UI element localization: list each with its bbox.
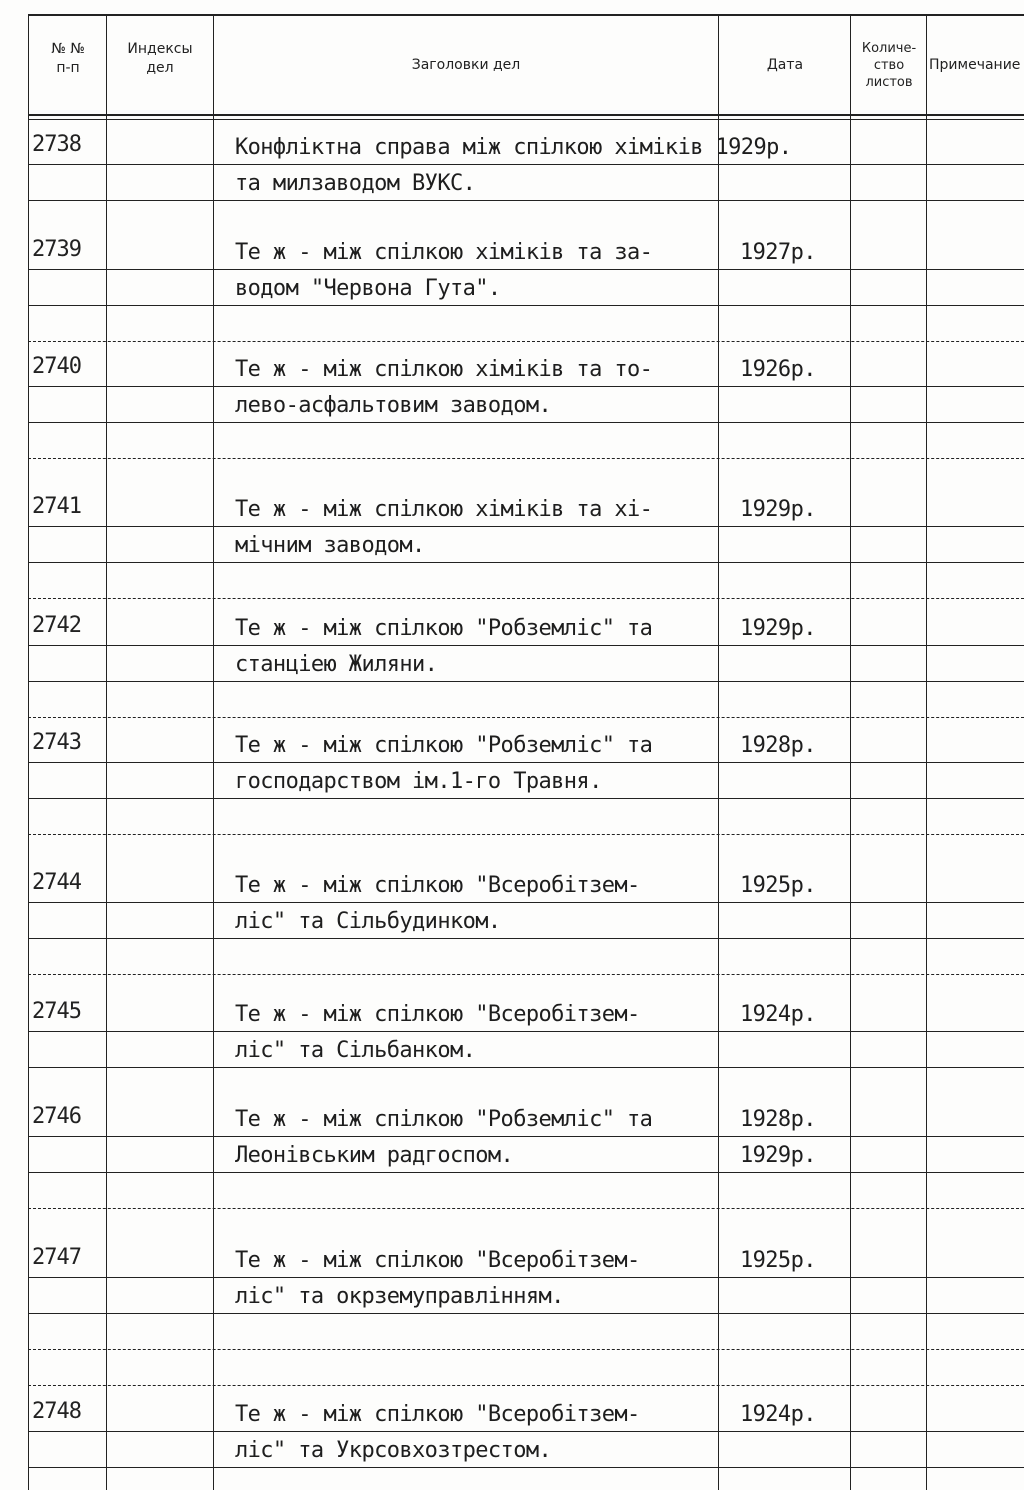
row-number: 2740 [32, 354, 81, 379]
ruled-line [28, 164, 1024, 165]
ruled-line [28, 717, 1024, 718]
ruled-line [28, 1031, 1024, 1032]
ruled-line [28, 305, 1024, 306]
ruled-line [28, 598, 1024, 599]
column-divider [850, 14, 851, 1490]
row-title [235, 1102, 735, 1174]
row-title [235, 1397, 735, 1469]
row-number: 2744 [32, 870, 81, 895]
ruled-line [28, 974, 1024, 975]
column-divider [926, 14, 927, 1490]
row-number: 2739 [32, 237, 81, 262]
row-title-line: Те ж - мiж спiлкою хiмiкiв та то- [235, 357, 653, 382]
column-divider [106, 14, 107, 1490]
row-number: 2745 [32, 999, 81, 1024]
row-title [235, 352, 735, 424]
header-titles: Заголовки дел [411, 57, 521, 73]
row-date: 1929р. [740, 497, 816, 522]
row-title-line: Те ж - мiж спiлкою "Робземлiс" та [235, 733, 653, 758]
row-title-line: Конфлiктна справа мiж спiлкою хiмiкiв 1929р. [235, 135, 792, 160]
ruled-line [28, 1467, 1024, 1468]
ruled-line [28, 458, 1024, 459]
row-title [235, 492, 735, 564]
row-title-line: Леонiвським радгоспом. [235, 1143, 514, 1168]
row-title-line: лiс" та Сiльбанком. [235, 1038, 476, 1063]
row-title-line: лiс" та Сiльбудинком. [235, 909, 501, 934]
row-title-line: Те ж - мiж спiлкою "Всеробiтзем- [235, 873, 640, 898]
ruled-line [28, 1136, 1024, 1137]
header-bottom-border [28, 114, 1024, 116]
row-title-line: Те ж - мiж спiлкою "Робземлiс" та [235, 616, 653, 641]
ruled-line [28, 341, 1024, 342]
ruled-line [28, 1067, 1024, 1068]
row-date: 1924р. [740, 1002, 816, 1027]
ruled-line [28, 798, 1024, 799]
row-number: 2747 [32, 1245, 81, 1270]
row-title-line: мiчним заводом. [235, 533, 425, 558]
row-date: 1929р. [740, 616, 816, 641]
row-date: 1928р. 1929р. [740, 1107, 816, 1168]
row-title [235, 728, 735, 800]
row-date: 1927р. [740, 240, 816, 265]
ruled-line [28, 1431, 1024, 1432]
row-title [235, 611, 735, 683]
column-divider [28, 14, 29, 1490]
ruled-line [28, 938, 1024, 939]
row-title-line: Те ж - мiж спiлкою "Всеробiтзем- [235, 1402, 640, 1427]
ruled-line [28, 1385, 1024, 1386]
ruled-line [28, 422, 1024, 423]
ruled-line [28, 1349, 1024, 1350]
row-title [235, 130, 792, 202]
row-title-line: господарством iм.1-го Травня. [235, 769, 602, 794]
header-num: № № п-п [51, 41, 85, 76]
header-notes: Примечание [929, 57, 1021, 73]
row-date: 1925р. [740, 873, 816, 898]
header-bottom-border [28, 119, 1024, 120]
row-date: 1926р. [740, 357, 816, 382]
ruled-line [28, 902, 1024, 903]
ruled-line [28, 645, 1024, 646]
row-date: 1924р. [740, 1402, 816, 1427]
ruled-line [28, 681, 1024, 682]
row-title [235, 1243, 735, 1315]
row-title-line: лево-асфальтовим заводом. [235, 393, 552, 418]
row-title-line: Те ж - мiж спiлкою хiмiкiв та хi- [235, 497, 653, 522]
row-title-line: станцiею Жиляни. [235, 652, 438, 677]
row-title-line: Те ж - мiж спiлкою "Всеробiтзем- [235, 1248, 640, 1273]
header-index: Индексы дел [127, 41, 193, 76]
row-number: 2746 [32, 1104, 81, 1129]
ruled-line [28, 200, 1024, 201]
ruled-line [28, 526, 1024, 527]
row-number: 2743 [32, 730, 81, 755]
top-border [28, 14, 1024, 16]
row-number: 2741 [32, 494, 81, 519]
ruled-line [28, 269, 1024, 270]
row-title-line: лiс" та Укрсовхозтрестом. [235, 1438, 552, 1463]
ruled-line [28, 562, 1024, 563]
row-title [235, 235, 735, 307]
header-date: Дата [766, 57, 804, 73]
row-number: 2742 [32, 613, 81, 638]
row-title-line: Те ж - мiж спiлкою "Всеробiтзем- [235, 1002, 640, 1027]
row-title-line: лiс" та окрземуправлiнням. [235, 1284, 564, 1309]
row-title-line: Те ж - мiж спiлкою хiмiкiв та за- [235, 240, 653, 265]
row-title [235, 868, 735, 940]
row-title [235, 997, 735, 1069]
ruled-line [28, 386, 1024, 387]
ruled-line [28, 1208, 1024, 1209]
row-date: 1928р. [740, 733, 816, 758]
row-date: 1925р. [740, 1248, 816, 1273]
ruled-line [28, 1277, 1024, 1278]
row-number: 2748 [32, 1399, 81, 1424]
ruled-line [28, 1313, 1024, 1314]
ruled-line [28, 762, 1024, 763]
ruled-line [28, 1172, 1024, 1173]
row-title-line: Те ж - мiж спiлкою "Робземлiс" та [235, 1107, 653, 1132]
row-title-line: водом "Червона Гута". [235, 276, 501, 301]
ruled-line [28, 834, 1024, 835]
row-number: 2738 [32, 132, 81, 157]
row-title-line: та милзаводом ВУКС. [235, 171, 476, 196]
column-divider [213, 14, 214, 1490]
header-sheets: Количе- ство листов [861, 41, 917, 90]
